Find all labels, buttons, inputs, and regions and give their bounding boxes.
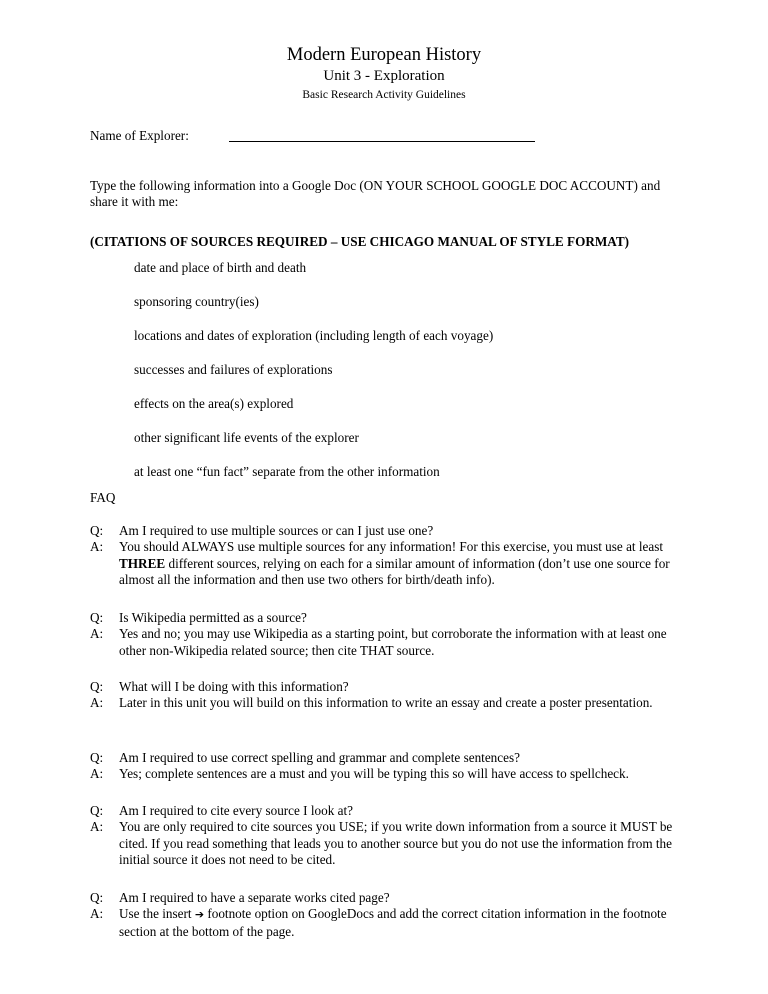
- citation-requirement: (CITATIONS OF SOURCES REQUIRED – USE CHICAGO MANUAL OF STYLE FORMAT): [90, 234, 630, 249]
- requirement-item: locations and dates of exploration (including length of each voyage): [134, 328, 494, 343]
- faq-question: Am I required to use correct spelling and grammar and complete sentences?: [119, 750, 520, 765]
- faq-question-row: [90, 610, 690, 626]
- answer-tag: A:: [90, 819, 104, 835]
- faq-answer-row: [90, 819, 690, 868]
- faq-answer-row: [90, 539, 690, 588]
- name-field-blank-line: [229, 141, 535, 142]
- faq-answer-row: [90, 766, 690, 782]
- faq-answer: [119, 539, 690, 588]
- faq-item: [90, 679, 690, 712]
- faq-item: [90, 803, 690, 869]
- document-title: Modern European History: [286, 45, 482, 65]
- faq-item: [90, 890, 690, 940]
- requirement-item: successes and failures of explorations: [134, 362, 333, 377]
- question-tag: Q:: [90, 750, 104, 765]
- faq-answer-row: [90, 695, 690, 711]
- answer-tag: A:: [90, 766, 104, 782]
- faq-answer: [119, 906, 690, 940]
- faq-item: [90, 750, 690, 783]
- faq-heading: FAQ: [90, 490, 116, 505]
- unit-heading: Unit 3 - Exploration: [323, 68, 445, 84]
- faq-item: [90, 610, 690, 659]
- faq-answer: Yes and no; you may use Wikipedia as a starting point, but corroborate the information with at least one other non-Wikipedia related source; then cite THAT source.: [119, 626, 667, 658]
- answer-text: You should ALWAYS use multiple sources for any information! For this exercise, you must use at least: [119, 539, 664, 555]
- faq-question: Is Wikipedia permitted as a source?: [119, 610, 307, 625]
- faq-question-row: [90, 523, 690, 539]
- question-tag: Q:: [90, 679, 104, 694]
- answer-text: Use the insert: [119, 906, 195, 922]
- faq-question: Am I required to have a separate works cited page?: [119, 890, 390, 905]
- faq-question: What will I be doing with this information?: [119, 679, 349, 694]
- question-tag: Q:: [90, 610, 104, 625]
- faq-item: [90, 523, 690, 589]
- requirement-item: effects on the area(s) explored: [134, 396, 294, 411]
- faq-question-row: [90, 803, 690, 819]
- answer-text: footnote option on GoogleDocs and add the correct citation information in the footnote section at the bottom of the page.: [119, 906, 667, 939]
- requirement-item: at least one “fun fact” separate from the other information: [134, 464, 440, 479]
- faq-question-row: [90, 890, 690, 906]
- answer-tag: A:: [90, 906, 104, 922]
- answer-text: different sources, relying on each for a similar amount of information (don’t use one source for almost all the information and then use two others for birth/death info).: [119, 555, 670, 588]
- faq-question: Am I required to use multiple sources or can I just use one?: [119, 523, 434, 538]
- emphasis-three: THREE: [119, 555, 166, 571]
- requirement-item: sponsoring country(ies): [134, 294, 259, 309]
- activity-subtitle: Basic Research Activity Guidelines: [302, 89, 466, 101]
- instructions-paragraph: Type the following information into a Google Doc (ON YOUR SCHOOL GOOGLE DOC ACCOUNT) and share it with me:: [90, 178, 661, 210]
- requirement-item: date and place of birth and death: [134, 260, 307, 275]
- faq-question: Am I required to cite every source I look at?: [119, 803, 353, 818]
- faq-question-row: [90, 750, 690, 766]
- faq-question-row: [90, 679, 690, 695]
- right-arrow-icon: ➔: [194, 908, 205, 922]
- question-tag: Q:: [90, 890, 104, 905]
- faq-answer: You are only required to cite sources you USE; if you write down information from a source it MUST be cited. If you read something that leads you to another source but you do not use the information from the initial source it does not need to be cited.: [119, 819, 673, 868]
- question-tag: Q:: [90, 523, 104, 538]
- faq-answer-row: [90, 626, 690, 659]
- faq-answer: Yes; complete sentences are a must and you will be typing this so will have access to spellcheck.: [119, 766, 629, 782]
- requirement-item: other significant life events of the explorer: [134, 430, 359, 445]
- answer-tag: A:: [90, 626, 104, 642]
- answer-tag: A:: [90, 695, 104, 711]
- name-field-label: Name of Explorer:: [90, 128, 189, 143]
- faq-answer-row: [90, 906, 690, 940]
- question-tag: Q:: [90, 803, 104, 818]
- answer-tag: A:: [90, 539, 104, 555]
- faq-answer: Later in this unit you will build on this information to write an essay and create a poster presentation.: [119, 695, 653, 711]
